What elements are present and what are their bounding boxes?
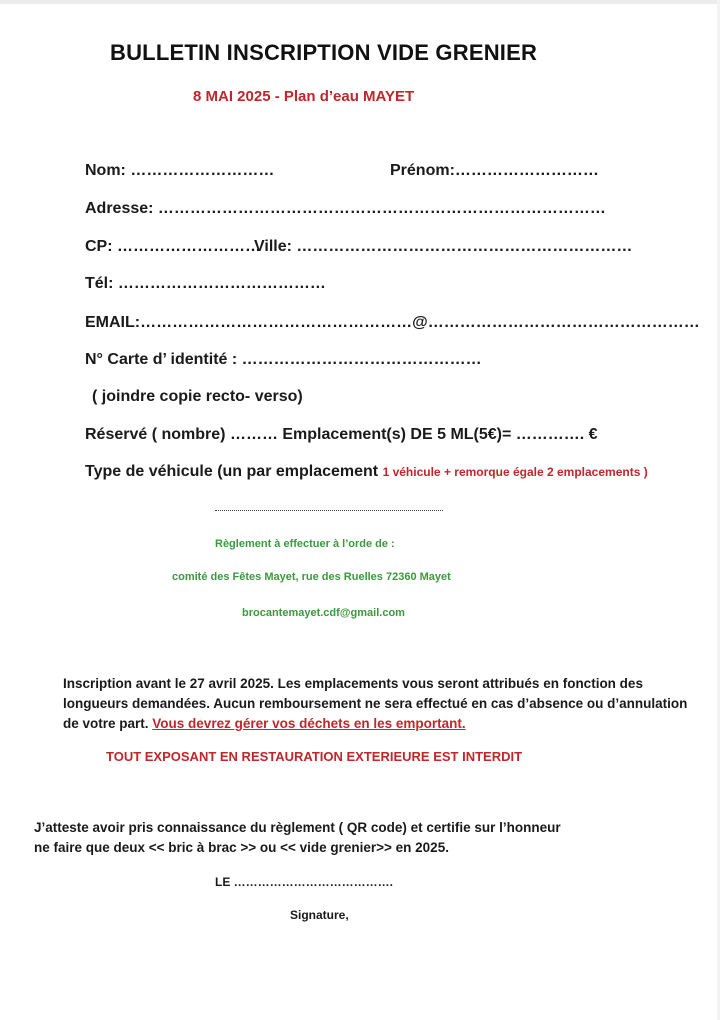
field-tel: Tél: ………………………………… [85, 275, 326, 292]
info-text: Inscription avant le 27 avril 2025. Les emplacements vous seront attribués en fonction des longueurs demandées. Aucun remboursement ne sera effectué en cas d’absence ou d’annulation de votre part. [63, 676, 688, 731]
copy-note: ( joindre copie recto- verso) [92, 388, 303, 405]
field-adresse: Adresse: ………………………………………………………………………… [85, 200, 606, 217]
dotted-line [215, 510, 443, 511]
payment-instruction: Règlement à effectuer à l’orde de : [215, 538, 395, 550]
field-email: EMAIL:……………………………………………@…………………………………………… [85, 314, 700, 331]
payment-address: comité des Fêtes Mayet, rue des Ruelles 72360 Mayet [172, 571, 451, 583]
vehicule-note: 1 véhicule + remorque égale 2 emplacements ) [382, 465, 648, 479]
field-nom: Nom: ……………………… [85, 162, 275, 179]
warning-text: TOUT EXPOSANT EN RESTAURATION EXTERIEURE EST INTERDIT [106, 749, 523, 764]
field-vehicule [85, 463, 648, 481]
attestation-line-2: ne faire que deux << bric à brac >> ou << vide grenier>> en 2025. [34, 840, 449, 855]
attestation-line-1: J’atteste avoir pris connaissance du règlement ( QR code) et certifie sur l’honneur [34, 820, 561, 835]
info-paragraph [63, 674, 693, 734]
event-date-location: 8 MAI 2025 - Plan d’eau MAYET [193, 88, 415, 105]
field-ville: Ville: ……………………………………………………… [254, 238, 633, 255]
top-edge [0, 0, 720, 4]
signature-label: Signature, [290, 908, 349, 922]
info-underlined: Vous devrez gérer vos déchets en les emportant. [152, 716, 466, 731]
vehicule-label: Type de véhicule (un par emplacement [85, 463, 379, 480]
field-carte-identite: N° Carte d’ identité : ……………………………………… [85, 351, 482, 368]
field-cp: CP: ……………………… [85, 238, 261, 255]
page-title: BULLETIN INSCRIPTION VIDE GRENIER [110, 40, 538, 65]
field-reserve: Réservé ( nombre) ……… Emplacement(s) DE 5 ML(5€)= …………. € [85, 426, 598, 443]
date-line: LE …………………………………. [215, 875, 394, 889]
field-prenom: Prénom:……………………… [390, 162, 599, 179]
payment-email: brocantemayet.cdf@gmail.com [242, 607, 405, 619]
